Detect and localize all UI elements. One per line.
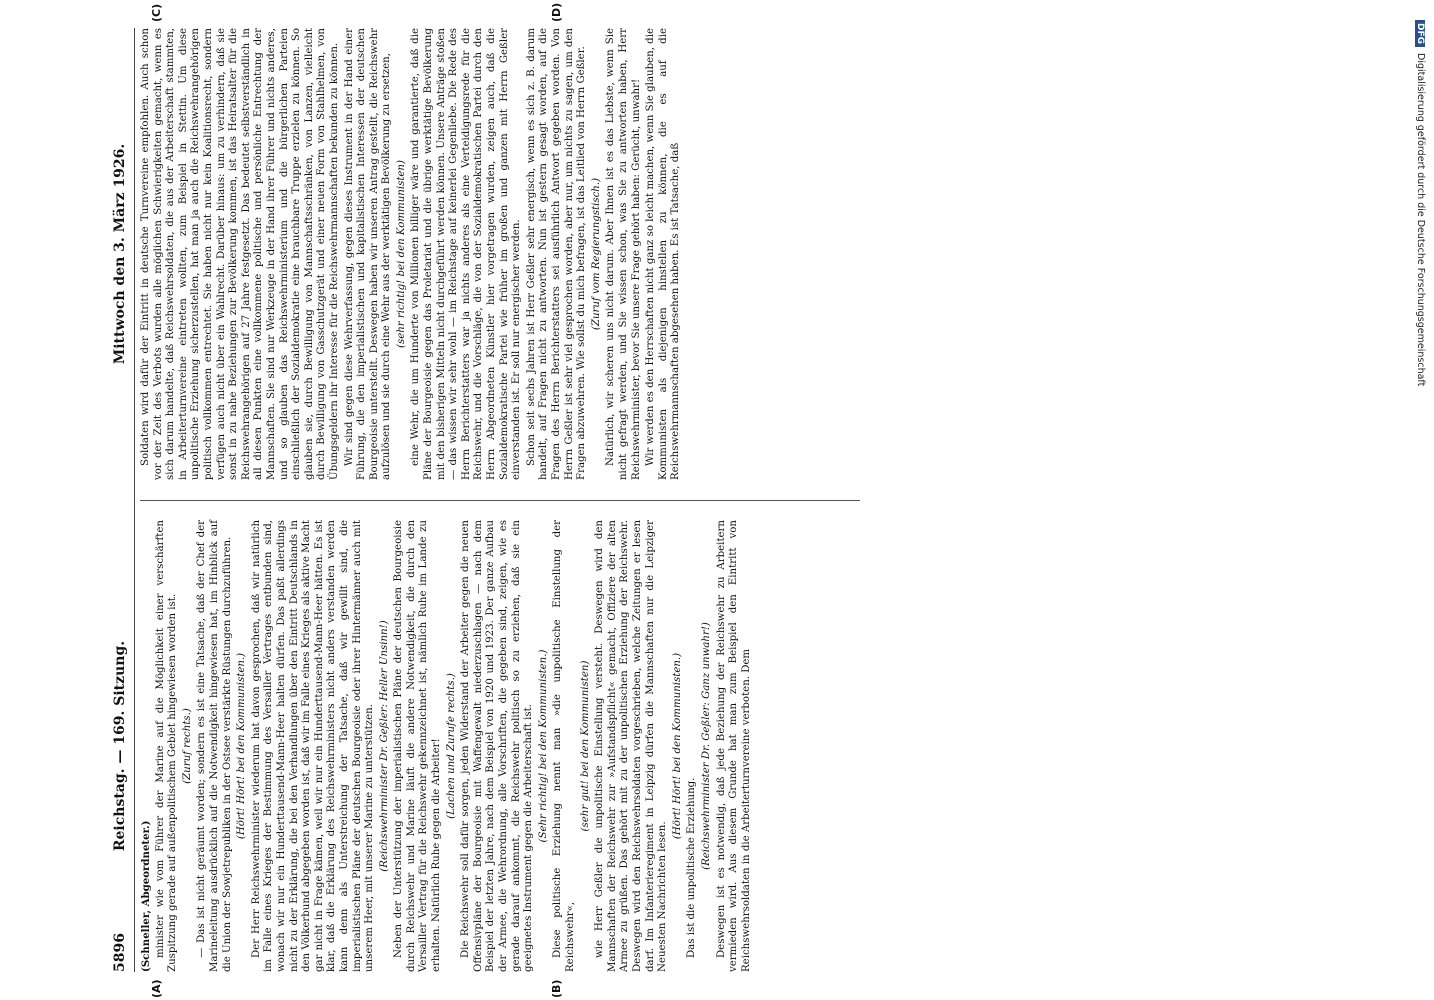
- side-credit-strip: [1410, 20, 1430, 980]
- right-column: [140, 28, 860, 480]
- interjection: (Zuruf vom Regierungstisch.): [590, 177, 602, 331]
- paragraph: minister wie vom Führer der Marine auf die Möglichkeit einer verschärften Zuspitzung gerade auf außenpolitischem Gebiet hingewiesen worden ist.: [154, 520, 179, 972]
- interjection: (Reichswehrminister Dr. Geßler: Heller Unsinn!): [378, 620, 390, 872]
- interjection: (Zuruf rechts.): [181, 708, 193, 784]
- left-column: [140, 520, 860, 972]
- paragraph: eine Wehr, die um Hunderte von Millionen billiger wäre und garantierte, daß die Pläne der Bourgeoisie gegen das Proletariat und die übrige werktätige Bevölkerung mit den bisherigen Mitteln nicht durchgeführt werden können. Unsere Anträge stoßen — das wissen wir sehr wohl — im Reichstage auf keinerlei Gegenliebe. Die Rede des Herrn Berichterstatters war ja nichts anderes als eine Verteidigungsrede für die Reichswehr, und die Vorschläge, die von der Sozialdemokratischen Partei durch den Herrn Abgeordneten Künstler hier vorgetragen wurden, zeigen auch, daß die Sozialdemokratische Partei wie früher im großen und ganzen mit Herrn Geßler einverstanden ist. Er soll nur energischer werden.: [410, 28, 523, 480]
- speaker-line: (Schneller, Abgeordneter.): [140, 820, 152, 972]
- margin-marker-a: (A): [150, 979, 163, 998]
- interjection: (Sehr richtig! bei den Kommunisten.): [537, 649, 549, 843]
- margin-marker-b: (B): [550, 979, 563, 998]
- margin-marker-d: (D): [550, 2, 563, 22]
- paragraph: Natürlich, wir scheren uns nicht darum. Aber Ihnen ist es das Liebste, wenn Sie nicht gefragt werden, und Sie wissen schon, was Sie zu antworten haben, Herr Reichswehrminister, bevor Sie unsere Frage gehört haben: Gerücht, unwahr!: [605, 28, 642, 480]
- column-divider: [140, 500, 860, 501]
- dfg-logo: DFG: [1415, 20, 1425, 47]
- interjection: (sehr gut! bei den Kommunisten): [579, 660, 591, 832]
- page-header: [110, 28, 134, 972]
- header-date: Mittwoch den 3. März 1926.: [112, 143, 128, 365]
- paragraph: Neben der Unterstützung der imperialistischen Pläne der deutschen Bourgeoisie durch Reichswehr und Marine läuft die andere Notwendigkeit, die durch den Versailler Vertrag für die Reichswehr gekennzeichnet ist, nämlich Ruhe im Lande zu erhalten. Natürlich Ruhe gegen die Arbeiter!: [393, 520, 443, 972]
- header-rule: [134, 28, 135, 972]
- header-session-title: Reichstag. — 169. Sitzung.: [112, 640, 128, 852]
- rotated-newspaper-page: [100, 0, 876, 1000]
- side-credit-text: Digitalisierung gefördert durch die Deutsche Forschungsgemeinschaft: [1415, 53, 1426, 387]
- paragraph: — Das ist nicht geräumt worden; sondern es ist eine Tatsache, daß der Chef der Marineleitung ausdrücklich auf die Notwendigkeit hingewiesen hat, im Hinblick auf die Union der Sowjetrepubliken in der Ostsee verstärkte Rüstungen durchzuführen.: [196, 520, 233, 972]
- interjection: (Reichswehrminister Dr. Geßler: Ganz unwahr!): [700, 622, 712, 870]
- paragraph: Der Herr Reichswehrminister wiederum hat davon gesprochen, daß wir natürlich im Falle eines Krieges der Bestimmung des Versailler Vertrages entbunden sind, wonach wir nur ein Hunderttausend-Mann-Heer halten dürfen. Das paßt allerdings nicht zu der Erklärung, die bei den Verhandlungen über den Eintritt Deutschlands in den Völkerbund abgegeben worden ist, daß wir im Falle eines Krieges als aktive Macht gar nicht in Frage kämen, weil wir nur ein Hunderttausend-Mann-Heer hätten. Es ist klar, daß die Erklärung des Reichswehrministers nicht anders verstanden werden kann denn als Unterstreichung der Tatsache, daß wir gewillt sind, die imperialistischen Pläne der deutschen Bourgeoisie oder ihrer Hintermänner auch mit unserem Heer, mit unserer Marine zu unterstützen.: [250, 520, 376, 972]
- interjection: (Hört! Hört! bei den Kommunisten.): [236, 652, 248, 840]
- side-credit: [1410, 20, 1426, 980]
- margin-marker-c: (C): [150, 3, 163, 22]
- interjection: (Hört! Hört! bei den Kommunisten.): [671, 652, 683, 840]
- page-number: 5896: [112, 933, 128, 972]
- page-content: [110, 2, 870, 998]
- paragraph: Die Reichswehr soll dafür sorgen, jeden Widerstand der Arbeiter gegen die neuen Offensivpläne der Bourgeoisie mit Waffengewalt niederzuschlagen — nach dem Beispiel der letzten Jahre, nach dem Beispiel von 1920 und 1923. Der ganze Aufbau der Armee, die Wehrordnung, alle Vorschriften, die gegeben sind, zeigen, wie es gerade darauf ankommt, die Reichswehr politisch so zu erziehen, daß sie ein geeignetes Instrument gegen die Arbeiterschaft ist.: [460, 520, 535, 972]
- paragraph: Deswegen ist es notwendig, daß jede Beziehung der Reichswehr zu Arbeitern vermieden wird. Aus diesem Grunde hat man zum Beispiel den Eintritt von Reichswehrsoldaten in die Arbeiterturnvereine verboten. Dem: [715, 520, 752, 972]
- paragraph: Soldaten wird dafür der Eintritt in deutsche Turnvereine empfohlen. Auch schon vor der Zeit des Verbots wurden alle möglichen Schwierigkeiten gemacht, wenn es sich darum handelte, daß Reichswehrsoldaten, die aus der Arbeiterschaft stammten, in Arbeiterturnvereine eintreten wollten, zum Beispiel in Stettin. Um diese unpolitische Erziehung sicherzustellen, hat man ja auch die Reichswehrangehörigen politisch vollkommen entrechtet. Sie haben nicht nur kein Koalitionsrecht, sondern verfügen auch nicht über ein Wahlrecht. Darüber hinaus: um zu verhindern, daß sie sonst in zu nahe Beziehungen zur Bevölkerung kommen, ist das Heiratsalter für die Reichswehrangehörigen auf 27 Jahre festgesetzt. Das bedeutet selbstverständlich in all diesen Punkten eine vollkommene politische und persönliche Entrechtung der Mannschaften. Sie sind nur Werkzeuge in der Hand ihrer Führer und nichts anderes, und so glauben das Reichswehrministerium und die bürgerlichen Parteien einschließlich der Sozialdemokratie eine brauchbare Truppe erzielen zu können. So glauben sie, durch Bewilligung von Mannschaftsschränken, von Lanzen, vielleicht durch Bewilligung von Gasschutzgerät und einer neuen Form von Stahlhelmen, von Übungsgeldern ihr Interesse für die Reichswehrmannschaften bekunden zu können.: [140, 28, 340, 480]
- paragraph: Schon seit sechs Jahren ist Herr Geßler sehr energisch, wenn es sich z. B. darum handelt, auf Fragen nicht zu antworten. Nun ist gestern gesagt worden, auf die Fragen des Herrn Berichterstatters sei ausführlich Antwort gegeben worden. Von Herrn Geßler ist sehr viel gesprochen worden, aber nur, um nichts zu sagen, um den Fragen abzuwehren. Wie sollst du mich befragen, ist das Leitlied von Herrn Geßler.: [525, 28, 588, 480]
- paragraph: Diese politische Erziehung nennt man »die unpolitische Einstellung der Reichswehr«,: [552, 520, 576, 972]
- paragraph: Wir werden es den Herrschaften nicht ganz so leicht machen, wenn Sie glauben, die Kommunisten als diejenigen hinstellen zu können, die es auf die Reichswehrmannschaften abgesehen haben. Es ist Tatsache, daß: [645, 28, 682, 480]
- interjection: (Lachen und Zurufe rechts.): [445, 673, 457, 819]
- paragraph: Wir sind gegen diese Wehrverfassung, gegen dieses Instrument in der Hand einer Führung, die den imperialistischen und kapitalistischen Interessen der deutschen Bourgeoisie unterstellt. Deswegen haben wir unseren Antrag gestellt, die Reichswehr aufzulösen und sie durch eine Wehr aus der werktätigen Bevölkerung zu ersetzen,: [343, 28, 393, 480]
- paragraph: wie Herr Geßler die unpolitische Einstellung versteht. Deswegen wird den Mannschaften der Reichswehr zur »Aufstandspflicht« gemacht, Offiziere der alten Armee zu grüßen. Das gehört mit zu der unpolitischen Erziehung der Reichswehr. Deswegen wird den Reichswehrsoldaten vorgeschrieben, welche Zeitungen er lesen darf. Im Infanterieregiment in Leipzig dürfen die Mannschaften nur die Leipziger Neuesten Nachrichten lesen.: [594, 520, 669, 972]
- interjection: (sehr richtig! bei den Kommunisten): [395, 160, 407, 348]
- paragraph: Das ist die unpolitische Erziehung.: [686, 777, 698, 958]
